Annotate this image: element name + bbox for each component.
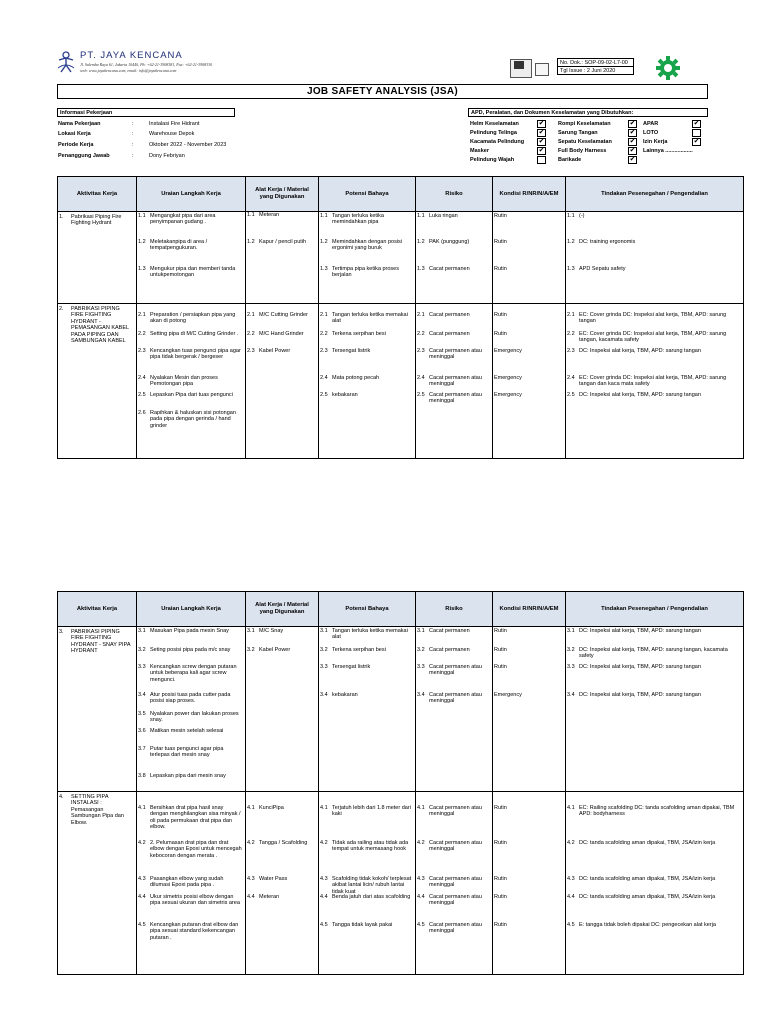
- item-number: 4.2: [320, 840, 328, 846]
- table-cell-activity: [58, 304, 137, 459]
- table-cell-risks: [416, 792, 493, 975]
- item-text: Tersengat listrik: [332, 664, 371, 670]
- item-number: 2.3: [138, 348, 146, 354]
- item-number: 3.3: [567, 664, 575, 670]
- item-text: DC: Inspeksi alat kerja, TBM, APD: sarung tangan: [579, 392, 701, 398]
- apd-item-label: Kacamata Pelindung: [470, 139, 525, 145]
- item-number: 1.1: [138, 213, 146, 219]
- item-number: 1.2: [247, 239, 255, 245]
- item-text: Benda jatuh dari atas scafolding: [332, 894, 411, 900]
- item-number: 4.5: [417, 922, 425, 928]
- header-risiko: Risiko: [416, 592, 493, 627]
- item-text: M/C Hand Grinder: [259, 331, 304, 337]
- apd-item-label: Lainnya ..................: [643, 148, 693, 154]
- item-text: Tersengat listrik: [332, 348, 371, 354]
- table-cell-steps: [137, 627, 246, 792]
- item-text: Cacat permanen: [429, 266, 470, 272]
- table-cell-steps: [137, 212, 246, 304]
- item-text: Mata potong pecah: [332, 375, 380, 381]
- item-number: 4.4: [138, 894, 146, 900]
- info-label: Penanggung Jawab: [58, 153, 110, 159]
- info-value: Oktober 2022 - November 2023: [149, 142, 227, 148]
- item-text: Tidak ada railing atau tidak ada tempat untuk memasang hook: [332, 840, 409, 853]
- item-text: Cacat permanen atau meninggal: [429, 876, 482, 889]
- item-number: 1.1: [417, 213, 425, 219]
- table-cell-controls: [566, 627, 744, 792]
- condition-value: Rutin: [494, 805, 507, 811]
- company-address: Jl. Salemba Raya 61, Jakarta 10440, Ph: +62-21-3908381, Fax: +62-21-3908330: [80, 62, 213, 67]
- item-text: Cacat permanen atau meninggal: [429, 375, 482, 388]
- item-text: DC: Inspeksi alat kerja, TBM, APD: sarung tangan: [579, 664, 701, 670]
- item-number: 3.5: [138, 711, 146, 717]
- info-value: Dony Febriyan: [149, 153, 185, 159]
- header-uraian: Uraian Langkah Kerja: [137, 177, 246, 212]
- item-text: Terjatuh lebih dari 1.8 meter dari kaki: [332, 805, 411, 818]
- item-number: 2.4: [138, 375, 146, 381]
- company-web: web: www.jayakencana.com, email: info@jayakencana.com: [80, 68, 177, 73]
- item-text: Pasangkan elbow yang sudah dilumasi Epoxi pada pipa .: [150, 876, 224, 889]
- item-number: 3.4: [138, 692, 146, 698]
- item-text: (-): [579, 213, 585, 219]
- page-title: JOB SAFETY ANALYSIS (JSA): [306, 86, 459, 97]
- item-number: 4.3: [417, 876, 425, 882]
- apd-item-label: Pelindung Telinga: [470, 130, 517, 136]
- header-tindakan2: Tindakan Pesenegahan / Pengendalian: [566, 592, 744, 627]
- table-cell-conds: [493, 304, 566, 459]
- table-cell-activity: [58, 627, 137, 792]
- item-number: 2.1: [138, 312, 146, 318]
- item-number: 4.2: [417, 840, 425, 846]
- item-text: M/C Cutting Grinder: [259, 312, 308, 318]
- condition-value: Rutin: [494, 266, 507, 272]
- info-label: Periode Kerja: [58, 142, 94, 148]
- item-number: 2.1: [567, 312, 575, 318]
- apd-item-label: Barikade: [558, 157, 582, 163]
- item-number: 3.: [59, 629, 64, 635]
- item-number: 3.3: [320, 664, 328, 670]
- info-sep: :: [132, 142, 134, 148]
- item-text: Cacat permanen atau meninggal: [429, 392, 482, 405]
- item-text: Mengukur pipa dan memberi tanda untukpemotongan: [150, 266, 236, 279]
- apd-checkbox[interactable]: ✔: [629, 129, 636, 136]
- item-text: PABRIKASI PIPING FIRE FIGHTING HYDRANT - SNAY PIPA HYDRANT: [71, 629, 131, 655]
- info-label: Lokasi Kerja: [58, 131, 91, 137]
- condition-value: Rutin: [494, 664, 507, 670]
- item-number: 2.6: [138, 410, 146, 416]
- item-number: 2.5: [138, 392, 146, 398]
- condition-value: Rutin: [494, 239, 507, 245]
- item-text: EC: Cover grinda DC: Inspeksi alat kerja, TBM, APD: sarung tangan: [579, 312, 727, 325]
- item-number: 3.2: [247, 647, 255, 653]
- item-text: DC: Inspeksi alat kerja, TBM, APD: sarung tangan: [579, 628, 701, 634]
- item-text: Luka ringan: [429, 213, 458, 219]
- item-text: Cacat permanen atau meninggal: [429, 922, 482, 935]
- info-sep: :: [132, 121, 134, 127]
- kan-badge: [535, 63, 549, 76]
- apd-item-label: Sepatu Keselamatan: [558, 139, 612, 145]
- header-alat: Alat Kerja / Material yang Digunakan: [246, 177, 319, 212]
- apd-item-label: Pelindung Wajah: [470, 157, 515, 163]
- item-text: Terkena serpihan besi: [332, 331, 386, 337]
- gear-logo-icon: [656, 56, 680, 80]
- item-number: 4.5: [567, 922, 575, 928]
- table-cell-hazards: [319, 627, 416, 792]
- apd-checkbox[interactable]: ✔: [538, 147, 545, 154]
- doc-number: No. Dok.: SOP-09-02-L7-00: [560, 60, 628, 66]
- certification-logos: [510, 59, 548, 77]
- item-text: APD Sepatu safety: [579, 266, 626, 272]
- item-text: Putar tuas pengunci agar pipa terlepas dari mesin snay: [150, 746, 224, 759]
- table-row: [58, 304, 744, 459]
- item-text: Meteran: [259, 894, 280, 900]
- item-text: Cacat permanen atau meninggal: [429, 348, 482, 361]
- header-uraian: Uraian Langkah Kerja: [137, 592, 246, 627]
- item-text: Tertimpa pipa ketika proses berjalan: [332, 266, 399, 279]
- header-potensi: Potensi Bahaya: [319, 177, 416, 212]
- item-number: 4.1: [320, 805, 328, 811]
- table-cell-activity: [58, 792, 137, 975]
- item-number: 4.3: [138, 876, 146, 882]
- item-text: Kencangkan screw dengan putaran untuk beberapa kali agar screw mengunci.: [150, 664, 237, 683]
- table-cell-hazards: [319, 212, 416, 304]
- table-cell-controls: [566, 792, 744, 975]
- item-text: kebakaran: [332, 392, 358, 398]
- item-text: Rapihkan & haluskan sisi potongan pada pipa dengan gerinda / hand grinder: [150, 410, 236, 429]
- item-number: 3.2: [567, 647, 575, 653]
- item-number: 4.2: [138, 840, 146, 846]
- header-aktivitas: Aktivitas Kerja: [58, 592, 137, 627]
- item-text: Bersihkan drat pipa hasil snay dengan menghilangkan sisa minyak / oli pada permukaan drat pipa dan elbow.: [150, 805, 241, 831]
- item-number: 4.1: [138, 805, 146, 811]
- table-row: [58, 212, 744, 304]
- item-number: 2.2: [320, 331, 328, 337]
- item-number: 3.3: [417, 664, 425, 670]
- item-text: DC: tanda scafolding aman dipakai, TBM, JSA/izin kerja: [579, 840, 716, 846]
- table-cell-tools: [246, 212, 319, 304]
- item-number: 3.1: [320, 628, 328, 634]
- apd-item-label: APAR: [643, 121, 659, 127]
- table-cell-conds: [493, 792, 566, 975]
- item-text: Tangan terluka ketika memakai alat: [332, 628, 408, 641]
- item-number: 1.2: [320, 239, 328, 245]
- title-bar: [57, 84, 708, 99]
- item-number: 4.4: [567, 894, 575, 900]
- item-text: Cacat permanen atau meninggal: [429, 840, 482, 853]
- apd-checkbox[interactable]: ✔: [693, 138, 700, 145]
- apd-checkbox[interactable]: ✔: [538, 138, 545, 145]
- item-number: 1.3: [320, 266, 328, 272]
- item-number: 4.2: [247, 840, 255, 846]
- item-text: Scafolding tidak kokoh/ terplesat akibat lantai licin/ rubuh lantai tidak kuat: [332, 876, 412, 895]
- item-number: 2.2: [567, 331, 575, 337]
- item-text: EC: Cover grinda DC: Inspeksi alat kerja, TBM, APD: sarung tangan, kacamata safety: [579, 331, 727, 344]
- item-number: 4.4: [417, 894, 425, 900]
- doc-issue-date: Tgl Issue : 2 Juni 2020: [560, 68, 616, 74]
- info-sep: :: [132, 153, 134, 159]
- item-number: 2.2: [138, 331, 146, 337]
- item-number: 3.3: [138, 664, 146, 670]
- item-number: 4.5: [138, 922, 146, 928]
- apd-checkbox[interactable]: ✔: [629, 138, 636, 145]
- condition-value: Rutin: [494, 312, 507, 318]
- item-text: Pabrikasi Piping Fire Fighting Hydrant: [71, 214, 122, 227]
- item-text: Matikan mesin setelah selesai: [150, 728, 224, 734]
- item-text: Tangan terluka ketika memakai alat: [332, 312, 408, 325]
- item-text: Ukur simetris posisi elbow dengan pipa sesuai ukuran dan simetris area: [150, 894, 240, 907]
- table-cell-conds: [493, 212, 566, 304]
- item-number: 4.1: [567, 805, 575, 811]
- table-row: [58, 792, 744, 975]
- apd-checkbox[interactable]: ✔: [629, 120, 636, 127]
- item-text: Nyalakan Mesin dan proses Pemotongan pipa: [150, 375, 218, 388]
- item-number: 3.1: [247, 628, 255, 634]
- item-number: 2.1: [247, 312, 255, 318]
- item-number: 1.1: [320, 213, 328, 219]
- apd-checkbox[interactable]: ✔: [629, 147, 636, 154]
- jsa-table-2: [57, 591, 744, 975]
- apd-checkbox[interactable]: [692, 129, 701, 137]
- company-name: PT. JAYA KENCANA: [80, 50, 183, 61]
- header-aktivitas: Aktivitas Kerja: [58, 177, 137, 212]
- apd-checkbox[interactable]: ✔: [629, 156, 636, 163]
- condition-value: Rutin: [494, 922, 507, 928]
- table-row: [58, 627, 744, 792]
- item-text: Cacat permanen atau meninggal: [429, 692, 482, 705]
- item-number: 2.4: [320, 375, 328, 381]
- item-text: Cacat permanen: [429, 628, 470, 634]
- item-text: 2. Pelumasan drat pipa dan drat elbow dengan Epoxi untuk mencegah kebocoran dengan merata .: [150, 840, 242, 859]
- item-number: 3.7: [138, 746, 146, 752]
- info-value: Warehouse Depok: [149, 131, 195, 137]
- item-number: 2.1: [320, 312, 328, 318]
- item-text: Cacat permanen: [429, 647, 470, 653]
- item-number: 3.2: [417, 647, 425, 653]
- condition-value: Rutin: [494, 628, 507, 634]
- condition-value: Emergency: [494, 392, 522, 398]
- item-text: DC: training ergonomis: [579, 239, 636, 245]
- apd-item-label: Full Body Harness: [558, 148, 607, 154]
- table-cell-steps: [137, 304, 246, 459]
- item-number: 2.3: [247, 348, 255, 354]
- item-number: 2.: [59, 306, 64, 312]
- apd-checkbox[interactable]: ✔: [538, 120, 545, 127]
- apd-checkbox[interactable]: ✔: [538, 129, 545, 136]
- item-number: 3.1: [567, 628, 575, 634]
- doc-issue-box: [557, 66, 634, 75]
- company-logo: [56, 48, 76, 74]
- item-number: 4.3: [247, 876, 255, 882]
- item-text: DC: Inspeksi alat kerja, TBM, APD: sarung tangan: [579, 348, 701, 354]
- item-text: Cacat permanen atau meninggal: [429, 664, 482, 677]
- table-cell-tools: [246, 792, 319, 975]
- item-text: Masukan Pipa pada mesin Snay: [150, 628, 229, 634]
- header-alat: Alat Kerja / Material yang Digunakan: [246, 592, 319, 627]
- apd-header: APD, Peralatan, dan Dokumen Keselamatan yang Dibutuhkan:: [471, 110, 634, 116]
- item-number: 4.1: [417, 805, 425, 811]
- table-cell-activity: [58, 212, 137, 304]
- condition-value: Emergency: [494, 692, 522, 698]
- item-text: KunciPipa: [259, 805, 284, 811]
- condition-value: Rutin: [494, 876, 507, 882]
- item-text: DC: tanda scafolding aman dipakai, TBM, JSA/izin kerja: [579, 894, 716, 900]
- item-text: Nyalakan power dan lakukan proses snay.: [150, 711, 239, 724]
- item-number: 2.1: [417, 312, 425, 318]
- apd-item-label: LOTO: [643, 130, 659, 136]
- item-text: Cacat permanen atau meninggal: [429, 894, 482, 907]
- item-text: E: tangga tidak boleh dipakai DC: pengecekan alat kerja: [579, 922, 716, 928]
- item-number: 3.4: [567, 692, 575, 698]
- item-number: 2.3: [417, 348, 425, 354]
- apd-item-label: Masker: [470, 148, 489, 154]
- apd-item-label: Izin Kerja: [643, 139, 668, 145]
- info-sep: :: [132, 131, 134, 137]
- item-text: Meletakanpipa di area / tempatpengukuran.: [150, 239, 208, 252]
- condition-value: Rutin: [494, 213, 507, 219]
- condition-value: Emergency: [494, 375, 522, 381]
- item-text: Kapur / pencil putih: [259, 239, 307, 245]
- jsa-table-1: [57, 176, 744, 459]
- iso-badge-inner: [514, 61, 524, 69]
- table-cell-risks: [416, 627, 493, 792]
- item-number: 4.3: [320, 876, 328, 882]
- item-text: PABRIKASI PIPING FIRE FIGHTING HYDRANT - PEMASANGAN KABEL PADA PIPING DAN SAMBUNGAN KABEL: [71, 306, 129, 345]
- item-number: 3.1: [138, 628, 146, 634]
- item-number: 4.2: [567, 840, 575, 846]
- item-number: 3.2: [320, 647, 328, 653]
- apd-checkbox[interactable]: ✔: [693, 120, 700, 127]
- item-text: Lepaskan pipa dari mesin snay: [150, 773, 226, 779]
- item-number: 1.2: [417, 239, 425, 245]
- item-number: 1.3: [567, 266, 575, 272]
- condition-value: Rutin: [494, 331, 507, 337]
- item-text: Seting posisi pipa pada m/c snay: [150, 647, 231, 653]
- apd-item-label: Sarung Tangan: [558, 130, 598, 136]
- item-text: Mengangkat pipa dari area penyimpanan gudang .: [150, 213, 216, 226]
- item-number: 3.4: [320, 692, 328, 698]
- table-cell-controls: [566, 212, 744, 304]
- header-kondisi: Kondisi R/NR/N/A/EM: [493, 177, 566, 212]
- item-text: M/C Snay: [259, 628, 284, 634]
- item-text: Water Pass: [259, 876, 288, 882]
- item-text: Meteran: [259, 212, 280, 218]
- item-number: 2.4: [417, 375, 425, 381]
- item-text: DC: tanda scafolding aman dipakai, TBM, JSA/izin kerja: [579, 876, 716, 882]
- item-number: 2.3: [320, 348, 328, 354]
- item-number: 3.4: [417, 692, 425, 698]
- info-header: Informasi Pekerjaan: [60, 110, 113, 116]
- item-text: Tangga / Scafolding: [259, 840, 308, 846]
- info-header-box: [57, 108, 235, 117]
- table-cell-risks: [416, 304, 493, 459]
- apd-header-box: [468, 108, 708, 117]
- item-number: 2.5: [320, 392, 328, 398]
- item-text: Kencangkan putaran drat elbow dan pipa sesuai standard kekencangan putaran .: [150, 922, 239, 941]
- item-text: Kabel Power: [259, 647, 291, 653]
- item-number: 4.3: [567, 876, 575, 882]
- item-text: PAK (punggung): [429, 239, 470, 245]
- header-tindakan: Tindakan Pesenegahan / Pengendalian: [566, 177, 744, 212]
- header-potensi: Potensi Bahaya: [319, 592, 416, 627]
- item-text: Preparation / persiapkan pipa yang akan di potong: [150, 312, 236, 325]
- item-text: SETTING PIPA INSTALASI : Pemasangan Sambungan Pipa dan Elbow.: [71, 794, 124, 826]
- item-text: kebakaran: [332, 692, 358, 698]
- item-number: 1.2: [138, 239, 146, 245]
- item-text: Cacat permanen: [429, 312, 470, 318]
- item-text: Kabel Power: [259, 348, 291, 354]
- item-number: 4.1: [247, 805, 255, 811]
- table-cell-controls: [566, 304, 744, 459]
- table-cell-risks: [416, 212, 493, 304]
- info-label: Nama Pekerjaan: [58, 121, 101, 127]
- table-cell-tools: [246, 627, 319, 792]
- item-number: 3.1: [417, 628, 425, 634]
- apd-item-label: Rompi Keselamatan: [558, 121, 611, 127]
- item-number: 1.3: [138, 266, 146, 272]
- item-text: Cacat permanen: [429, 331, 470, 337]
- condition-value: Emergency: [494, 348, 522, 354]
- item-text: Setting pipa di M/C Cutting Grinder .: [150, 331, 239, 337]
- item-number: 2.4: [567, 375, 575, 381]
- header-kondisi: Kondisi R/NR/N/A/EM: [493, 592, 566, 627]
- item-text: Cacat permanen atau meninggal: [429, 805, 482, 818]
- item-text: EC: Railing scafolding DC: tanda scafolding aman dipakai, TBM APD: bodyharness: [579, 805, 735, 818]
- header-risiko: Risiko: [416, 177, 493, 212]
- item-text: Tangga tidak layak pakai: [332, 922, 393, 928]
- info-value: Instalasi Fire Hidrant: [149, 121, 200, 127]
- item-number: 1.2: [567, 239, 575, 245]
- table-cell-conds: [493, 627, 566, 792]
- item-number: 1.1: [247, 212, 255, 218]
- item-number: 1.3: [417, 266, 425, 272]
- item-number: 3.6: [138, 728, 146, 734]
- item-number: 1.: [59, 214, 64, 220]
- item-text: DC: Inspeksi alat kerja, TBM, APD: sarung tangan: [579, 692, 701, 698]
- item-text: Kencangkan tuas pengunci pipa agar pipa tidak bergerak / bergeser: [150, 348, 241, 361]
- item-text: EC: Cover grinda DC: Inspeksi alat kerja, TBM, APD: sarung tangan dan kaca mata safety: [579, 375, 727, 388]
- item-number: 2.2: [417, 331, 425, 337]
- item-number: 4.: [59, 794, 64, 800]
- item-number: 4.4: [247, 894, 255, 900]
- item-text: DC: Inspeksi alat kerja, TBM, APD: sarung tangan, kacamata safety: [579, 647, 728, 660]
- table-cell-hazards: [319, 304, 416, 459]
- item-number: 3.2: [138, 647, 146, 653]
- item-text: Lepaskan Pipa dari tuas pengunci: [150, 392, 233, 398]
- item-number: 2.5: [567, 392, 575, 398]
- item-text: Tangan terluka ketika memindahkan pipa: [332, 213, 384, 226]
- item-number: 1.1: [567, 213, 575, 219]
- condition-value: Rutin: [494, 894, 507, 900]
- item-text: Terkena serpihan besi: [332, 647, 386, 653]
- table-cell-hazards: [319, 792, 416, 975]
- table-cell-steps: [137, 792, 246, 975]
- apd-checkbox[interactable]: [537, 156, 546, 164]
- condition-value: Rutin: [494, 647, 507, 653]
- item-number: 3.8: [138, 773, 146, 779]
- item-text: Memindahkan dengan posisi ergonimi yang buruk: [332, 239, 403, 252]
- item-number: 2.3: [567, 348, 575, 354]
- condition-value: Rutin: [494, 840, 507, 846]
- item-number: 4.5: [320, 922, 328, 928]
- apd-item-label: Helm Keselamatan: [470, 121, 519, 127]
- item-number: 4.4: [320, 894, 328, 900]
- item-number: 2.2: [247, 331, 255, 337]
- item-number: 2.5: [417, 392, 425, 398]
- item-text: Atur posisi tuas pada cutter pada posisi siap proses.: [150, 692, 231, 705]
- table-cell-tools: [246, 304, 319, 459]
